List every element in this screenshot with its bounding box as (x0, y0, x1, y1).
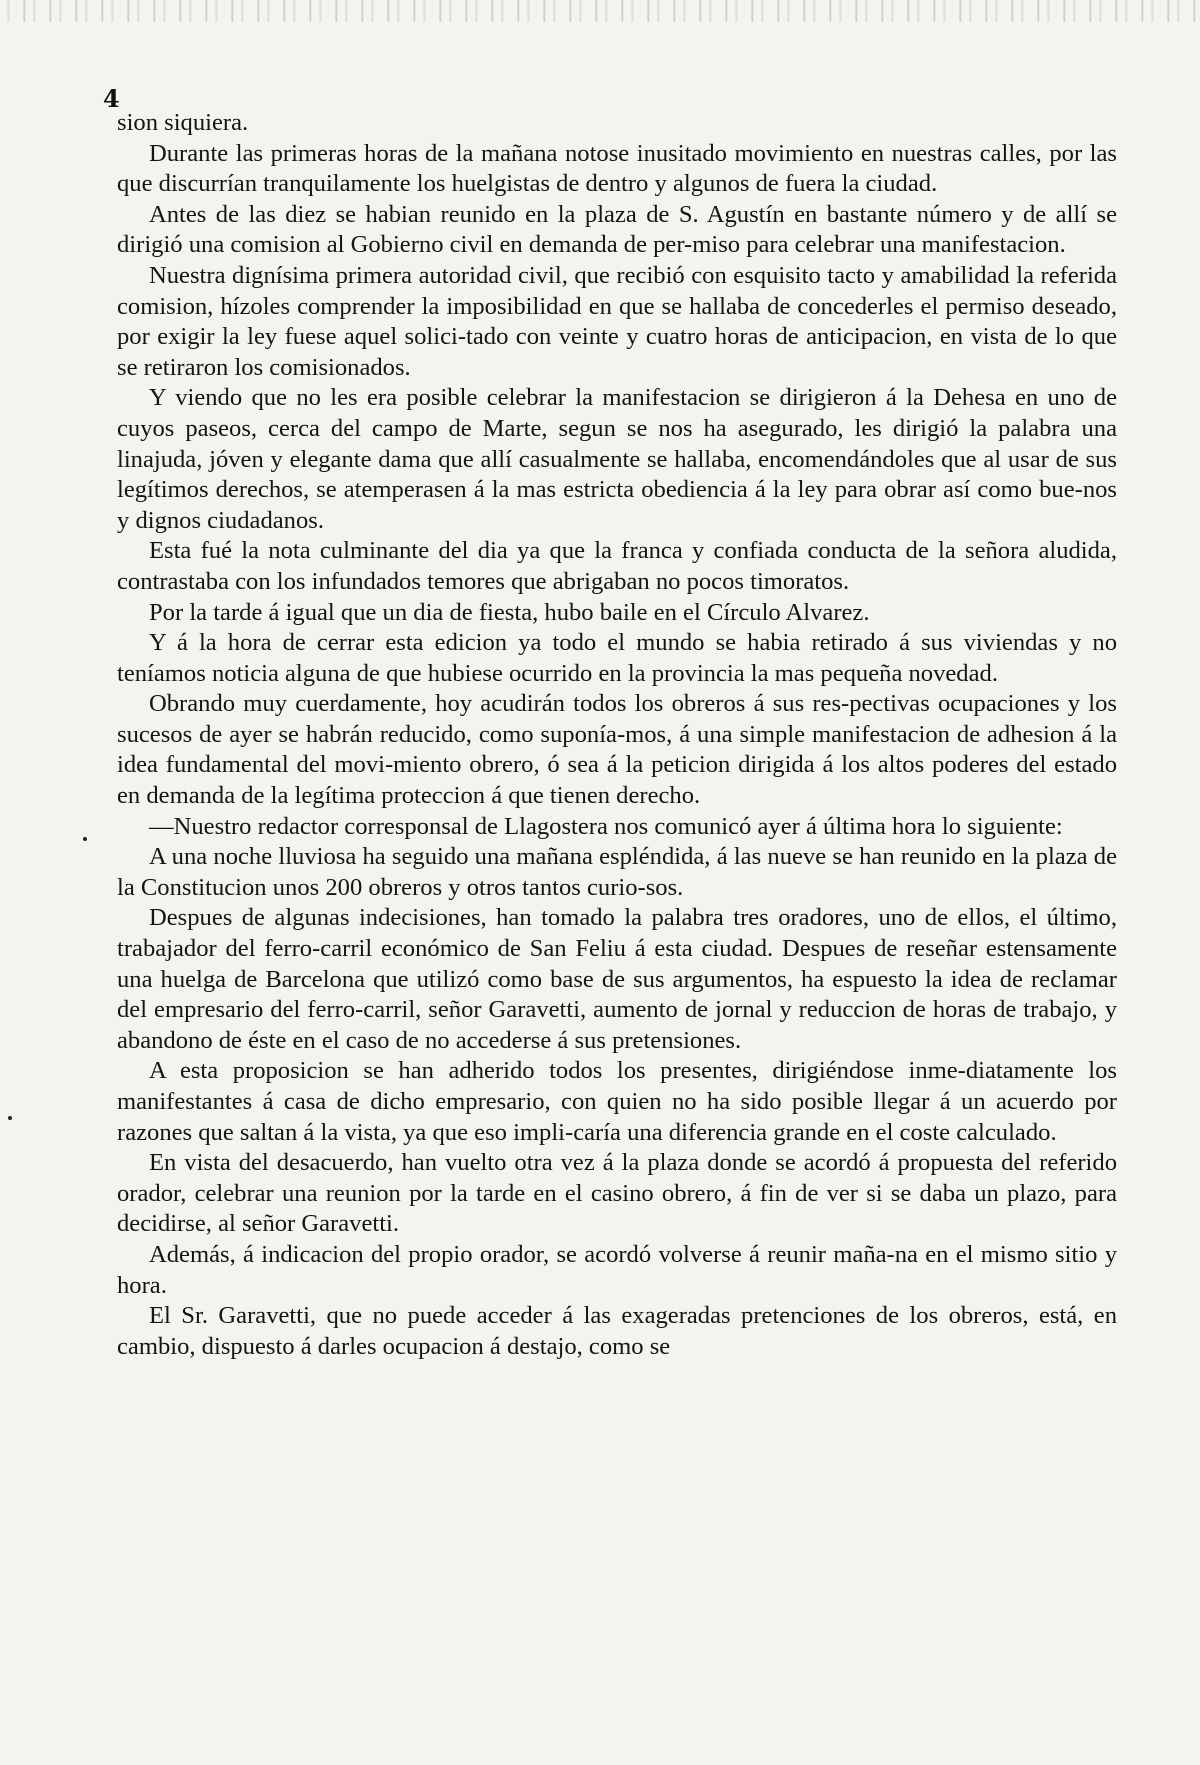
paragraph: Antes de las diez se habian reunido en la plaza de S. Agustín en bastante número y de allí se dirigió una comision al Gobierno civil en demanda de per-miso para celebrar una manifestacion. (117, 200, 1117, 259)
page-number: 4 (103, 84, 120, 113)
paragraph: sion siquiera. (117, 109, 249, 136)
paragraph: —Nuestro redactor corresponsal de Llagostera nos comunicó ayer á última hora lo siguiente: (149, 812, 1063, 840)
paragraph: Además, á indicacion del propio orador, se acordó volverse á reunir maña-na en el mismo sitio y hora. (117, 1240, 1117, 1299)
scan-edge-noise (0, 0, 1200, 22)
ink-speck (8, 1116, 12, 1120)
paragraph: Durante las primeras horas de la mañana notose inusitado movimiento en nuestras calles, por las que discurrían tranquilamente los huelgistas de dentro y algunos de fuera la ciudad. (117, 139, 1117, 198)
ink-speck (83, 837, 87, 841)
paragraph: Y á la hora de cerrar esta edicion ya todo el mundo se habia retirado á sus viviendas y no teníamos noticia alguna de que hubiese ocurrido en la provincia la mas pequeña novedad. (117, 629, 1117, 687)
paragraph: Nuestra dignísima primera autoridad civil, que recibió con esquisito tacto y amabilidad la referida comision, hízoles comprender la imposibilidad en que se hallaba de concederles el permiso deseado, por exigir la ley fuese aquel solici-tado con veinte y cuatro horas de anticipacion, en vista de lo que se retiraron los comisionados. (117, 261, 1117, 381)
article-body (117, 108, 1117, 1362)
paragraph: En vista del desacuerdo, han vuelto otra vez á la plaza donde se acordó á propuesta del referido orador, celebrar una reunion por la tarde en el casino obrero, á fin de ver si se daba un plazo, para decidirse, al señor Garavetti. (117, 1149, 1117, 1238)
paragraph: Despues de algunas indecisiones, han tomado la palabra tres oradores, uno de ellos, el último, trabajador del ferro-carril económico de San Feliu á esta ciudad. Despues de reseñar estensamente una huelga de Barcelona que utilizó como base de sus argumentos, ha espuesto la idea de reclamar del empresario del ferro-carril, señor Garavetti, aumento de jornal y reduccion de horas de trabajo, y abandono de éste en el caso de no accederse á sus pretensiones. (117, 904, 1117, 1054)
paragraph: Obrando muy cuerdamente, hoy acudirán todos los obreros á sus res-pectivas ocupaciones y los sucesos de ayer se habrán reducido, como suponía-mos, á una simple manifestacion de adhesion á la idea fundamental del movi-miento obrero, ó sea á la peticion dirigida á los altos poderes del estado en demanda de la legítima proteccion á que tienen derecho. (117, 690, 1117, 810)
paragraph: A esta proposicion se han adherido todos los presentes, dirigiéndose inme-diatamente los manifestantes á casa de dicho empresario, con quien no ha sido posible llegar á un acuerdo por razones que saltan á la vista, ya que eso impli-caría una diferencia grande en el coste calculado. (117, 1057, 1117, 1146)
paragraph: Por la tarde á igual que un dia de fiesta, hubo baile en el Círculo Alvarez. (149, 598, 870, 626)
paragraph: Esta fué la nota culminante del dia ya que la franca y confiada conducta de la señora aludida, contrastaba con los infundados temores que abrigaban no pocos timoratos. (117, 537, 1117, 595)
paragraph: El Sr. Garavetti, que no puede acceder á las exageradas pretenciones de los obreros, está, en cambio, dispuesto á darles ocupacion á destajo, como se (117, 1302, 1117, 1360)
paragraph: A una noche lluviosa ha seguido una mañana espléndida, á las nueve se han reunido en la plaza de la Constitucion unos 200 obreros y otros tantos curio-sos. (117, 843, 1117, 901)
paragraph: Y viendo que no les era posible celebrar la manifestacion se dirigieron á la Dehesa en uno de cuyos paseos, cerca del campo de Marte, segun se nos ha asegurado, les dirigió la palabra una linajuda, jóven y elegante dama que allí casualmente se hallaba, encomendándoles que al usar de sus legítimos derechos, se atemperasen á la mas estricta obediencia á la ley para obrar así como bue-nos y dignos ciudadanos. (117, 384, 1117, 534)
